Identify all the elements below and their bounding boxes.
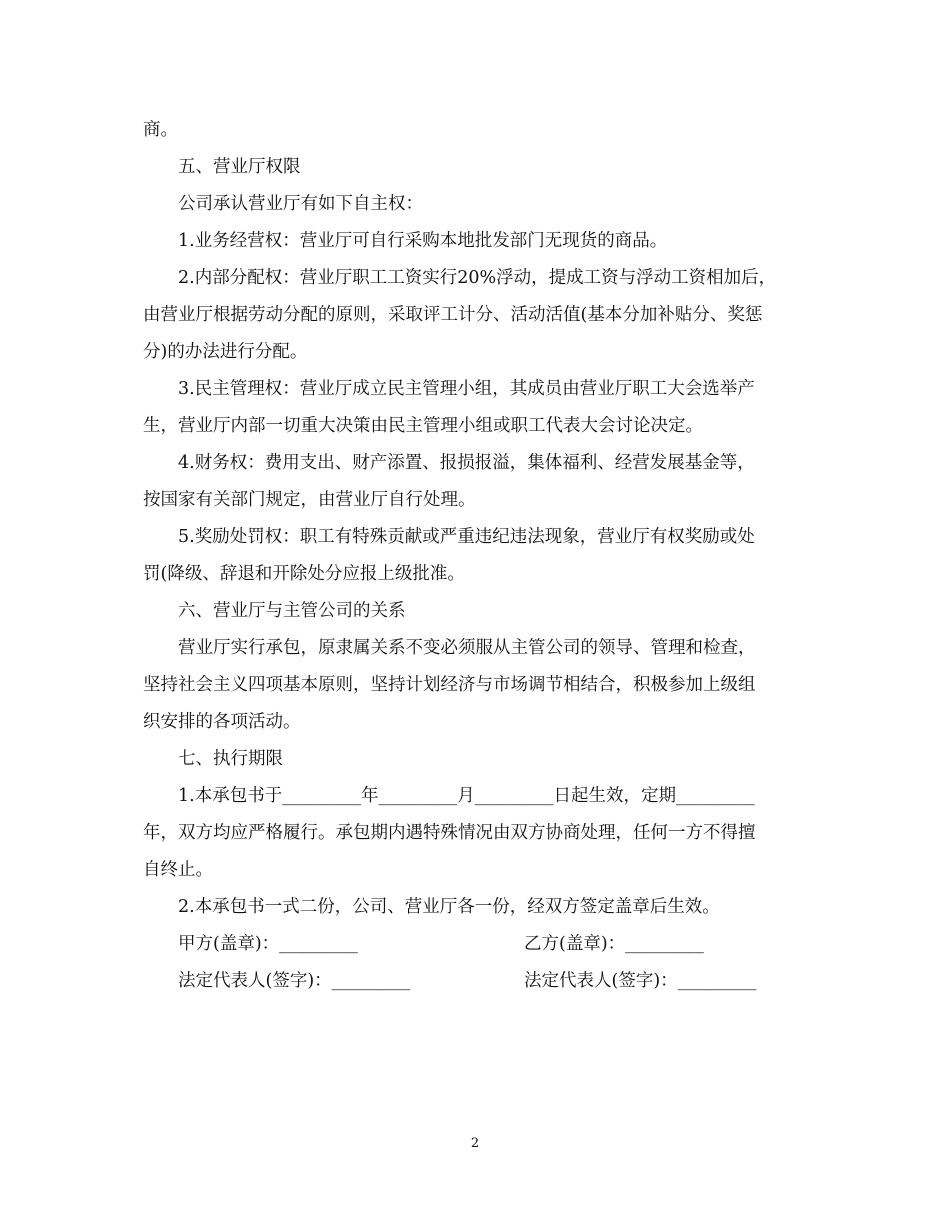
page-number: 2 — [470, 1136, 480, 1151]
party-a-seal: 甲方(盖章)：_________ — [178, 934, 358, 954]
paragraph-line: 自终止。 — [143, 860, 213, 880]
paragraph-line: 生，营业厅内部一切重大决策由民主管理小组或职工代表大会讨论决定。 — [143, 416, 703, 436]
paragraph-line: 商。 — [143, 120, 178, 140]
paragraph-line: 分)的办法进行分配。 — [143, 342, 308, 362]
paragraph-line: 3.民主管理权：营业厅成立民主管理小组，其成员由营业厅职工大会选举产 — [143, 379, 755, 399]
section-heading: 六、营业厅与主管公司的关系 — [143, 601, 406, 621]
party-b-representative: 法定代表人(签字)：_________ — [524, 971, 757, 991]
paragraph-line: 由营业厅根据劳动分配的原则，采取评工计分、活动活值(基本分加补贴分、奖惩 — [143, 305, 763, 325]
paragraph-line: 1.业务经营权：营业厅可自行采购本地批发部门无现货的商品。 — [143, 231, 668, 251]
paragraph-line: 2.内部分配权：营业厅职工工资实行20%浮动，提成工资与浮动工资相加后， — [143, 268, 777, 288]
paragraph-line: 1.本承包书于_________年_________月_________日起生效，定期_________ — [143, 786, 755, 806]
section-heading: 七、执行期限 — [143, 749, 283, 769]
party-a-representative: 法定代表人(签字)：_________ — [178, 971, 411, 991]
paragraph-line: 年，双方均应严格履行。承包期内遇特殊情况由双方协商处理，任何一方不得擅 — [143, 823, 756, 843]
paragraph-line: 营业厅实行承包，原隶属关系不变必须服从主管公司的领导、管理和检查， — [143, 638, 756, 658]
paragraph-line: 2.本承包书一式二份，公司、营业厅各一份，经双方签定盖章后生效。 — [143, 897, 720, 917]
paragraph-line: 坚持社会主义四项基本原则，坚持计划经济与市场调节相结合，积极参加上级组 — [143, 675, 756, 695]
paragraph-line: 按国家有关部门规定，由营业厅自行处理。 — [143, 490, 476, 510]
paragraph-line: 罚(降级、辞退和开除处分应报上级批准。 — [143, 564, 465, 584]
party-b-seal: 乙方(盖章)：_________ — [524, 934, 704, 954]
section-heading: 五、营业厅权限 — [143, 157, 301, 177]
paragraph-line: 织安排的各项活动。 — [143, 712, 301, 732]
paragraph-line: 4.财务权：费用支出、财产添置、报损报溢，集体福利、经营发展基金等， — [143, 453, 755, 473]
paragraph-line: 公司承认营业厅有如下自主权： — [143, 194, 423, 214]
paragraph-line: 5.奖励处罚权：职工有特殊贡献或严重违纪违法现象，营业厅有权奖励或处 — [143, 527, 755, 547]
